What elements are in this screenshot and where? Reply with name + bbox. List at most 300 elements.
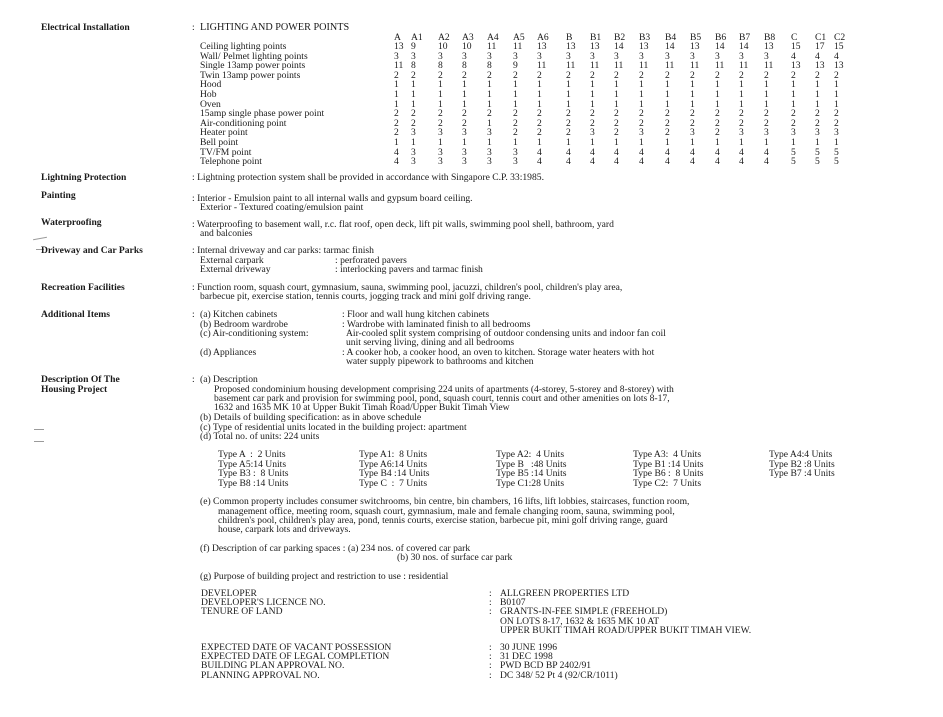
section-colon: : [192,309,195,320]
table-cell: 2 [690,69,695,81]
particular-value: PWD BCD BP 2402/91 [500,660,592,671]
section-label-description-1: Description Of The [41,374,120,385]
electrical-heading: LIGHTING AND POWER POINTS [200,22,350,33]
table-cell: 4 [834,50,839,62]
table-cell: 1 [394,98,399,110]
table-cell: 2 [438,69,443,81]
table-cell: 11 [715,60,725,72]
table-cell: 1 [614,79,619,91]
table-cell: 1 [690,137,695,148]
table-cell: 4 [739,146,744,158]
table-cell: 2 [815,117,820,129]
table-cell: 1 [639,98,644,110]
table-cell: 1 [487,137,492,148]
table-column-header: B5 [690,32,702,43]
additional-item-value: : Floor and wall hung kitchen cabinets [342,309,490,320]
particular-colon: : [489,597,492,608]
table-cell: 3 [411,50,416,62]
table-cell: 4 [690,156,695,168]
table-cell: 2 [513,127,518,139]
table-cell: 4 [590,146,595,158]
description-a-line: Proposed condominium housing development comprising 224 units of apartments (4-storey, 5-storey and 8-storey) with [214,384,674,395]
table-cell: 2 [394,108,399,120]
table-cell: 10 [438,41,448,52]
table-cell: 1 [665,137,670,148]
table-cell: 1 [462,89,467,100]
table-cell: 1 [815,98,820,110]
table-cell: 2 [537,69,542,81]
table-cell: 4 [690,146,695,158]
table-cell: 14 [665,41,675,52]
table-cell: 1 [566,137,571,148]
recreation-line-1: : Function room, squash court, gymnasium, sauna, swimming pool, jacuzzi, children's pool, children's play area, [192,282,623,293]
lightning-text: : Lightning protection system shall be provided in accordance with Singapore C.P. 33:1985. [192,172,544,183]
table-cell: 3 [665,50,670,62]
table-cell: 4 [815,50,820,62]
table-cell: 14 [715,41,725,52]
table-cell: 4 [665,146,670,158]
particular-key: BUILDING PLAN APPROVAL NO. [201,660,345,671]
waterproofing-line-2: and balconies [200,228,253,239]
table-cell: 4 [566,146,571,158]
table-cell: 2 [487,69,492,81]
table-cell: 2 [590,108,595,120]
table-cell: 3 [590,50,595,62]
table-column-header: A2 [438,32,450,43]
table-cell: 1 [566,79,571,91]
section-label-description-2: Housing Project [41,384,108,395]
table-cell: 3 [438,127,443,139]
table-cell: 2 [537,117,542,129]
table-cell: 2 [639,117,644,129]
table-cell: 1 [834,79,839,91]
table-row-label: Hood [200,79,222,91]
additional-item-cont: water supply pipework to bathrooms and kitchen [346,356,534,367]
table-cell: 2 [614,117,619,129]
table-cell: 3 [639,127,644,139]
table-column-header: B7 [739,32,751,43]
table-cell: 2 [665,69,670,81]
table-row-label: TV/FM point [200,146,252,158]
section-label-recreation: Recreation Facilities [41,282,125,293]
particular-value: ALLGREEN PROPERTIES LTD [500,588,630,599]
description-a-line: basement car park and provision for swimming pool, pond, squash court, tennis court and other amenities on lots 8-17, [214,393,670,404]
table-cell: 15 [791,41,801,52]
table-cell: 1 [791,137,796,148]
table-cell: 3 [715,50,720,62]
table-cell: 1 [791,79,796,91]
table-cell: 2 [462,108,467,120]
table-cell: 1 [690,89,695,100]
table-cell: 13 [815,60,825,72]
table-cell: 1 [715,98,720,110]
table-cell: 1 [639,79,644,91]
table-cell: 3 [487,50,492,62]
section-label-lightning: Lightning Protection [41,172,127,183]
driveway-row-value: : interlocking pavers and tarmac finish [335,264,483,275]
table-cell: 1 [513,89,518,100]
table-cell: 11 [487,41,497,52]
table-cell: 4 [614,156,619,168]
table-cell: 1 [438,89,443,100]
table-column-header: A3 [462,32,474,43]
table-column-header: A [394,32,401,43]
table-cell: 1 [438,79,443,91]
description-f-line-2: (b) 30 nos. of surface car park [397,552,513,563]
table-cell: 1 [411,79,416,91]
table-cell: 2 [815,69,820,81]
table-cell: 2 [715,108,720,120]
table-cell: 13 [590,41,600,52]
table-cell: 3 [513,156,518,168]
table-cell: 5 [791,146,796,158]
table-cell: 2 [791,108,796,120]
unit-type-entry: Type B4 :14 Units [359,468,430,480]
table-cell: 4 [739,156,744,168]
unit-type-entry: Type B2 :8 Units [769,458,835,470]
table-cell: 1 [394,79,399,91]
table-cell: 1 [764,79,769,91]
table-cell: 2 [639,108,644,120]
table-cell: 1 [487,98,492,110]
table-cell: 2 [764,108,769,120]
description-e-line: children's pool, children's play area, pond, tennis courts, exercise station, barbecue pit, mini golf driving range, guard [218,515,668,526]
unit-type-entry: Type B5 :14 Units [496,468,567,480]
table-cell: 4 [715,156,720,168]
table-column-header: B6 [715,32,727,43]
section-label-painting: Painting [41,190,76,201]
table-column-header: B4 [665,32,677,43]
table-cell: 3 [462,156,467,168]
table-cell: 3 [513,50,518,62]
table-cell: 1 [590,79,595,91]
table-cell: 1 [764,137,769,148]
table-cell: 11 [394,60,404,72]
table-cell: 3 [394,50,399,62]
table-cell: 2 [566,108,571,120]
description-d: (d) Total no. of units: 224 units [200,431,320,442]
table-cell: 3 [566,50,571,62]
table-cell: 3 [764,50,769,62]
table-cell: 2 [411,108,416,120]
table-cell: 2 [739,108,744,120]
table-cell: 8 [411,60,416,72]
table-cell: 5 [815,146,820,158]
table-cell: 13 [537,41,547,52]
table-cell: 2 [566,69,571,81]
unit-type-entry: Type A4:4 Units [769,449,833,460]
table-cell: 2 [715,127,720,139]
table-cell: 2 [834,117,839,129]
table-cell: 13 [394,41,404,52]
description-e-line: (e) Common property includes consumer switchrooms, bin centre, bin chambers, 16 lifts, lift lobbies, staircases, function room, [200,496,690,507]
particular-key: EXPECTED DATE OF LEGAL COMPLETION [201,651,390,662]
table-cell: 1 [639,137,644,148]
table-cell: 4 [394,146,399,158]
table-column-header: B [566,32,573,43]
table-cell: 2 [614,108,619,120]
waterproofing-line-1: : Waterproofing to basement wall, r.c. flat roof, open deck, lift pit walls, swimming pool shell, bathroom, yard [192,219,614,230]
table-cell: 1 [462,98,467,110]
unit-type-entry: Type B3 : 8 Units [218,468,289,480]
additional-item-key: (d) Appliances [200,347,257,358]
unit-type-entry: Type A3: 4 Units [633,449,702,460]
table-cell: 1 [614,89,619,100]
table-cell: 2 [791,117,796,129]
table-cell: 3 [487,156,492,168]
table-cell: 11 [639,60,649,72]
table-column-header: A1 [411,32,423,43]
table-cell: 13 [791,60,801,72]
table-cell: 3 [462,127,467,139]
table-column-header: A4 [487,32,499,43]
table-cell: 1 [537,98,542,110]
table-cell: 13 [566,41,576,52]
table-cell: 3 [411,146,416,158]
particular-colon: : [489,651,492,662]
table-cell: 2 [411,117,416,129]
table-cell: 1 [739,89,744,100]
table-column-header: C1 [815,32,827,43]
table-cell: 2 [764,69,769,81]
table-cell: 2 [566,117,571,129]
table-column-header: C [791,32,798,43]
table-row-label: Twin 13amp power points [200,69,301,81]
table-cell: 2 [715,69,720,81]
table-cell: 14 [614,41,624,52]
table-cell: 1 [513,137,518,148]
table-cell: 2 [438,108,443,120]
table-cell: 3 [438,156,443,168]
table-cell: 1 [815,79,820,91]
table-cell: 1 [537,137,542,148]
particular-value: 30 JUNE 1996 [500,642,558,653]
scan-artifact [34,441,44,442]
table-cell: 1 [764,89,769,100]
table-cell: 4 [791,50,796,62]
table-cell: 1 [487,89,492,100]
table-cell: 4 [715,146,720,158]
table-cell: 2 [614,127,619,139]
table-column-header: A6 [537,32,549,43]
painting-line-1: : Interior - Emulsion paint to all internal walls and gypsum board ceiling. [192,193,473,204]
table-cell: 4 [537,146,542,158]
additional-item-cont: unit serving living, dining and all bedrooms [346,337,515,348]
table-cell: 1 [537,89,542,100]
particular-key: PLANNING APPROVAL NO. [201,670,320,681]
table-cell: 3 [739,127,744,139]
table-cell: 1 [834,89,839,100]
table-cell: 1 [487,117,492,129]
particular-colon: : [489,588,492,599]
table-cell: 13 [639,41,649,52]
table-cell: 1 [739,98,744,110]
unit-type-entry: Type B8 :14 Units [218,477,289,489]
table-row-label: Ceiling lighting points [200,41,287,52]
table-cell: 1 [791,98,796,110]
table-cell: 4 [764,156,769,168]
table-cell: 2 [462,117,467,129]
table-column-header: A5 [513,32,525,43]
table-cell: 2 [665,108,670,120]
additional-item-value: : A cooker hob, a cooker hood, an oven to kitchen. Storage water heaters with hot [342,347,655,358]
table-cell: 1 [590,98,595,110]
table-cell: 2 [834,69,839,81]
table-cell: 3 [537,50,542,62]
table-cell: 3 [764,127,769,139]
table-cell: 4 [566,156,571,168]
table-column-header: B8 [764,32,776,43]
table-cell: 11 [665,60,675,72]
particular-value: DC 348/ 52 Pt 4 (92/CR/1011) [500,670,618,681]
unit-type-entry: Type C : 7 Units [359,477,428,489]
table-cell: 11 [590,60,600,72]
section-label-electrical: Electrical Installation [41,22,130,33]
table-cell: 4 [639,146,644,158]
table-cell: 4 [537,156,542,168]
table-cell: 2 [394,127,399,139]
table-cell: 3 [690,127,695,139]
table-cell: 4 [639,156,644,168]
table-cell: 1 [566,98,571,110]
unit-type-entry: Type B :48 Units [496,458,567,470]
table-cell: 1 [834,98,839,110]
unit-type-entry: Type A1: 8 Units [359,449,428,460]
table-cell: 4 [614,146,619,158]
table-cell: 1 [394,89,399,100]
table-cell: 2 [834,108,839,120]
table-cell: 2 [690,108,695,120]
table-cell: 3 [462,146,467,158]
description-e-line: house, carpark lots and driveways. [218,524,351,535]
unit-type-entry: Type A2: 4 Units [496,449,565,460]
description-c: (c) Type of residential units located in the building project: apartment [200,422,467,433]
table-column-header: B1 [590,32,602,43]
table-cell: 10 [462,41,472,52]
section-label-driveway: Driveway and Car Parks [41,245,143,256]
table-cell: 9 [411,41,416,52]
table-cell: 1 [438,98,443,110]
table-cell: 11 [739,60,749,72]
table-cell: 1 [739,79,744,91]
table-cell: 1 [614,98,619,110]
table-cell: 11 [614,60,624,72]
table-row-label: Heater point [200,127,248,139]
additional-item-key: (a) Kitchen cabinets [200,309,278,320]
table-column-header: C2 [834,32,846,43]
table-cell: 1 [764,98,769,110]
table-cell: 11 [690,60,700,72]
description-e-line: management office, meeting room, squash court, gymnasium, male and female changing room, sauna, swimming pool, [218,506,675,517]
description-a-line: 1632 and 1635 MK 10 at Upper Bukit Timah Road/Upper Bukit Timah View [214,402,510,413]
table-cell: 2 [590,117,595,129]
table-cell: 1 [590,89,595,100]
particular-colon: : [489,660,492,671]
table-cell: 2 [690,117,695,129]
table-cell: 2 [394,117,399,129]
description-f-line-1: (f) Description of car parking spaces : (a) 234 nos. of covered car park [200,543,471,554]
table-cell: 8 [438,60,443,72]
table-cell: 2 [639,69,644,81]
table-cell: 2 [438,117,443,129]
table-cell: 1 [665,79,670,91]
table-row-label: 15amp single phase power point [200,108,325,120]
particular-value-cont: UPPER BUKIT TIMAH ROAD/UPPER BUKIT TIMAH VIEW. [500,625,752,636]
table-cell: 1 [665,98,670,110]
table-cell: 3 [438,146,443,158]
table-cell: 2 [513,108,518,120]
table-row-label: Bell point [200,137,239,148]
table-cell: 3 [815,127,820,139]
table-cell: 3 [462,50,467,62]
particular-value-cont: ON LOTS 8-17, 1632 & 1635 MK 10 AT [500,616,660,627]
table-cell: 2 [764,117,769,129]
table-cell: 1 [834,137,839,148]
table-cell: 15 [834,41,844,52]
table-cell: 1 [566,89,571,100]
table-cell: 5 [834,156,839,168]
table-cell: 1 [815,89,820,100]
unit-type-entry: Type B7 :4 Units [769,468,835,480]
table-cell: 1 [411,137,416,148]
table-cell: 1 [537,79,542,91]
table-cell: 1 [665,89,670,100]
table-cell: 1 [462,137,467,148]
particular-value: GRANTS-IN-FEE SIMPLE (FREEHOLD) [500,606,668,617]
unit-type-entry: Type A6:14 Units [359,458,428,470]
table-row-label: Oven [200,98,221,110]
table-cell: 1 [715,79,720,91]
table-cell: 3 [438,50,443,62]
table-cell: 5 [791,156,796,168]
scan-artifact [33,237,47,240]
table-cell: 13 [690,41,700,52]
table-cell: 1 [715,137,720,148]
table-cell: 1 [815,137,820,148]
table-cell: 1 [438,137,443,148]
table-cell: 1 [487,79,492,91]
description-a-title: (a) Description [200,374,258,385]
particular-colon: : [489,642,492,653]
table-cell: 2 [394,69,399,81]
table-cell: 1 [462,79,467,91]
recreation-line-2: barbecue pit, exercise station, tennis courts, jogging track and mini golf driving range. [200,291,531,302]
table-row-label: Single 13amp power points [200,60,306,72]
painting-line-2: Exterior - Textured coating/emulsion paint [200,202,364,213]
table-cell: 2 [715,117,720,129]
table-cell: 9 [513,60,518,72]
table-cell: 1 [411,89,416,100]
particular-value: B0107 [500,597,526,608]
table-cell: 2 [411,69,416,81]
particular-key: EXPECTED DATE OF VACANT POSSESSION [201,642,392,653]
table-cell: 2 [513,117,518,129]
table-cell: 8 [462,60,467,72]
table-cell: 5 [834,146,839,158]
table-cell: 1 [411,98,416,110]
table-cell: 13 [834,60,844,72]
table-cell: 11 [513,41,523,52]
table-cell: 2 [739,69,744,81]
table-cell: 3 [411,127,416,139]
additional-item-key: (c) Air-conditioning system: [200,328,309,339]
table-cell: 3 [487,127,492,139]
table-cell: 2 [566,127,571,139]
table-cell: 3 [791,127,796,139]
table-cell: 3 [590,127,595,139]
driveway-row-value: : perforated pavers [335,255,407,266]
table-cell: 11 [537,60,547,72]
